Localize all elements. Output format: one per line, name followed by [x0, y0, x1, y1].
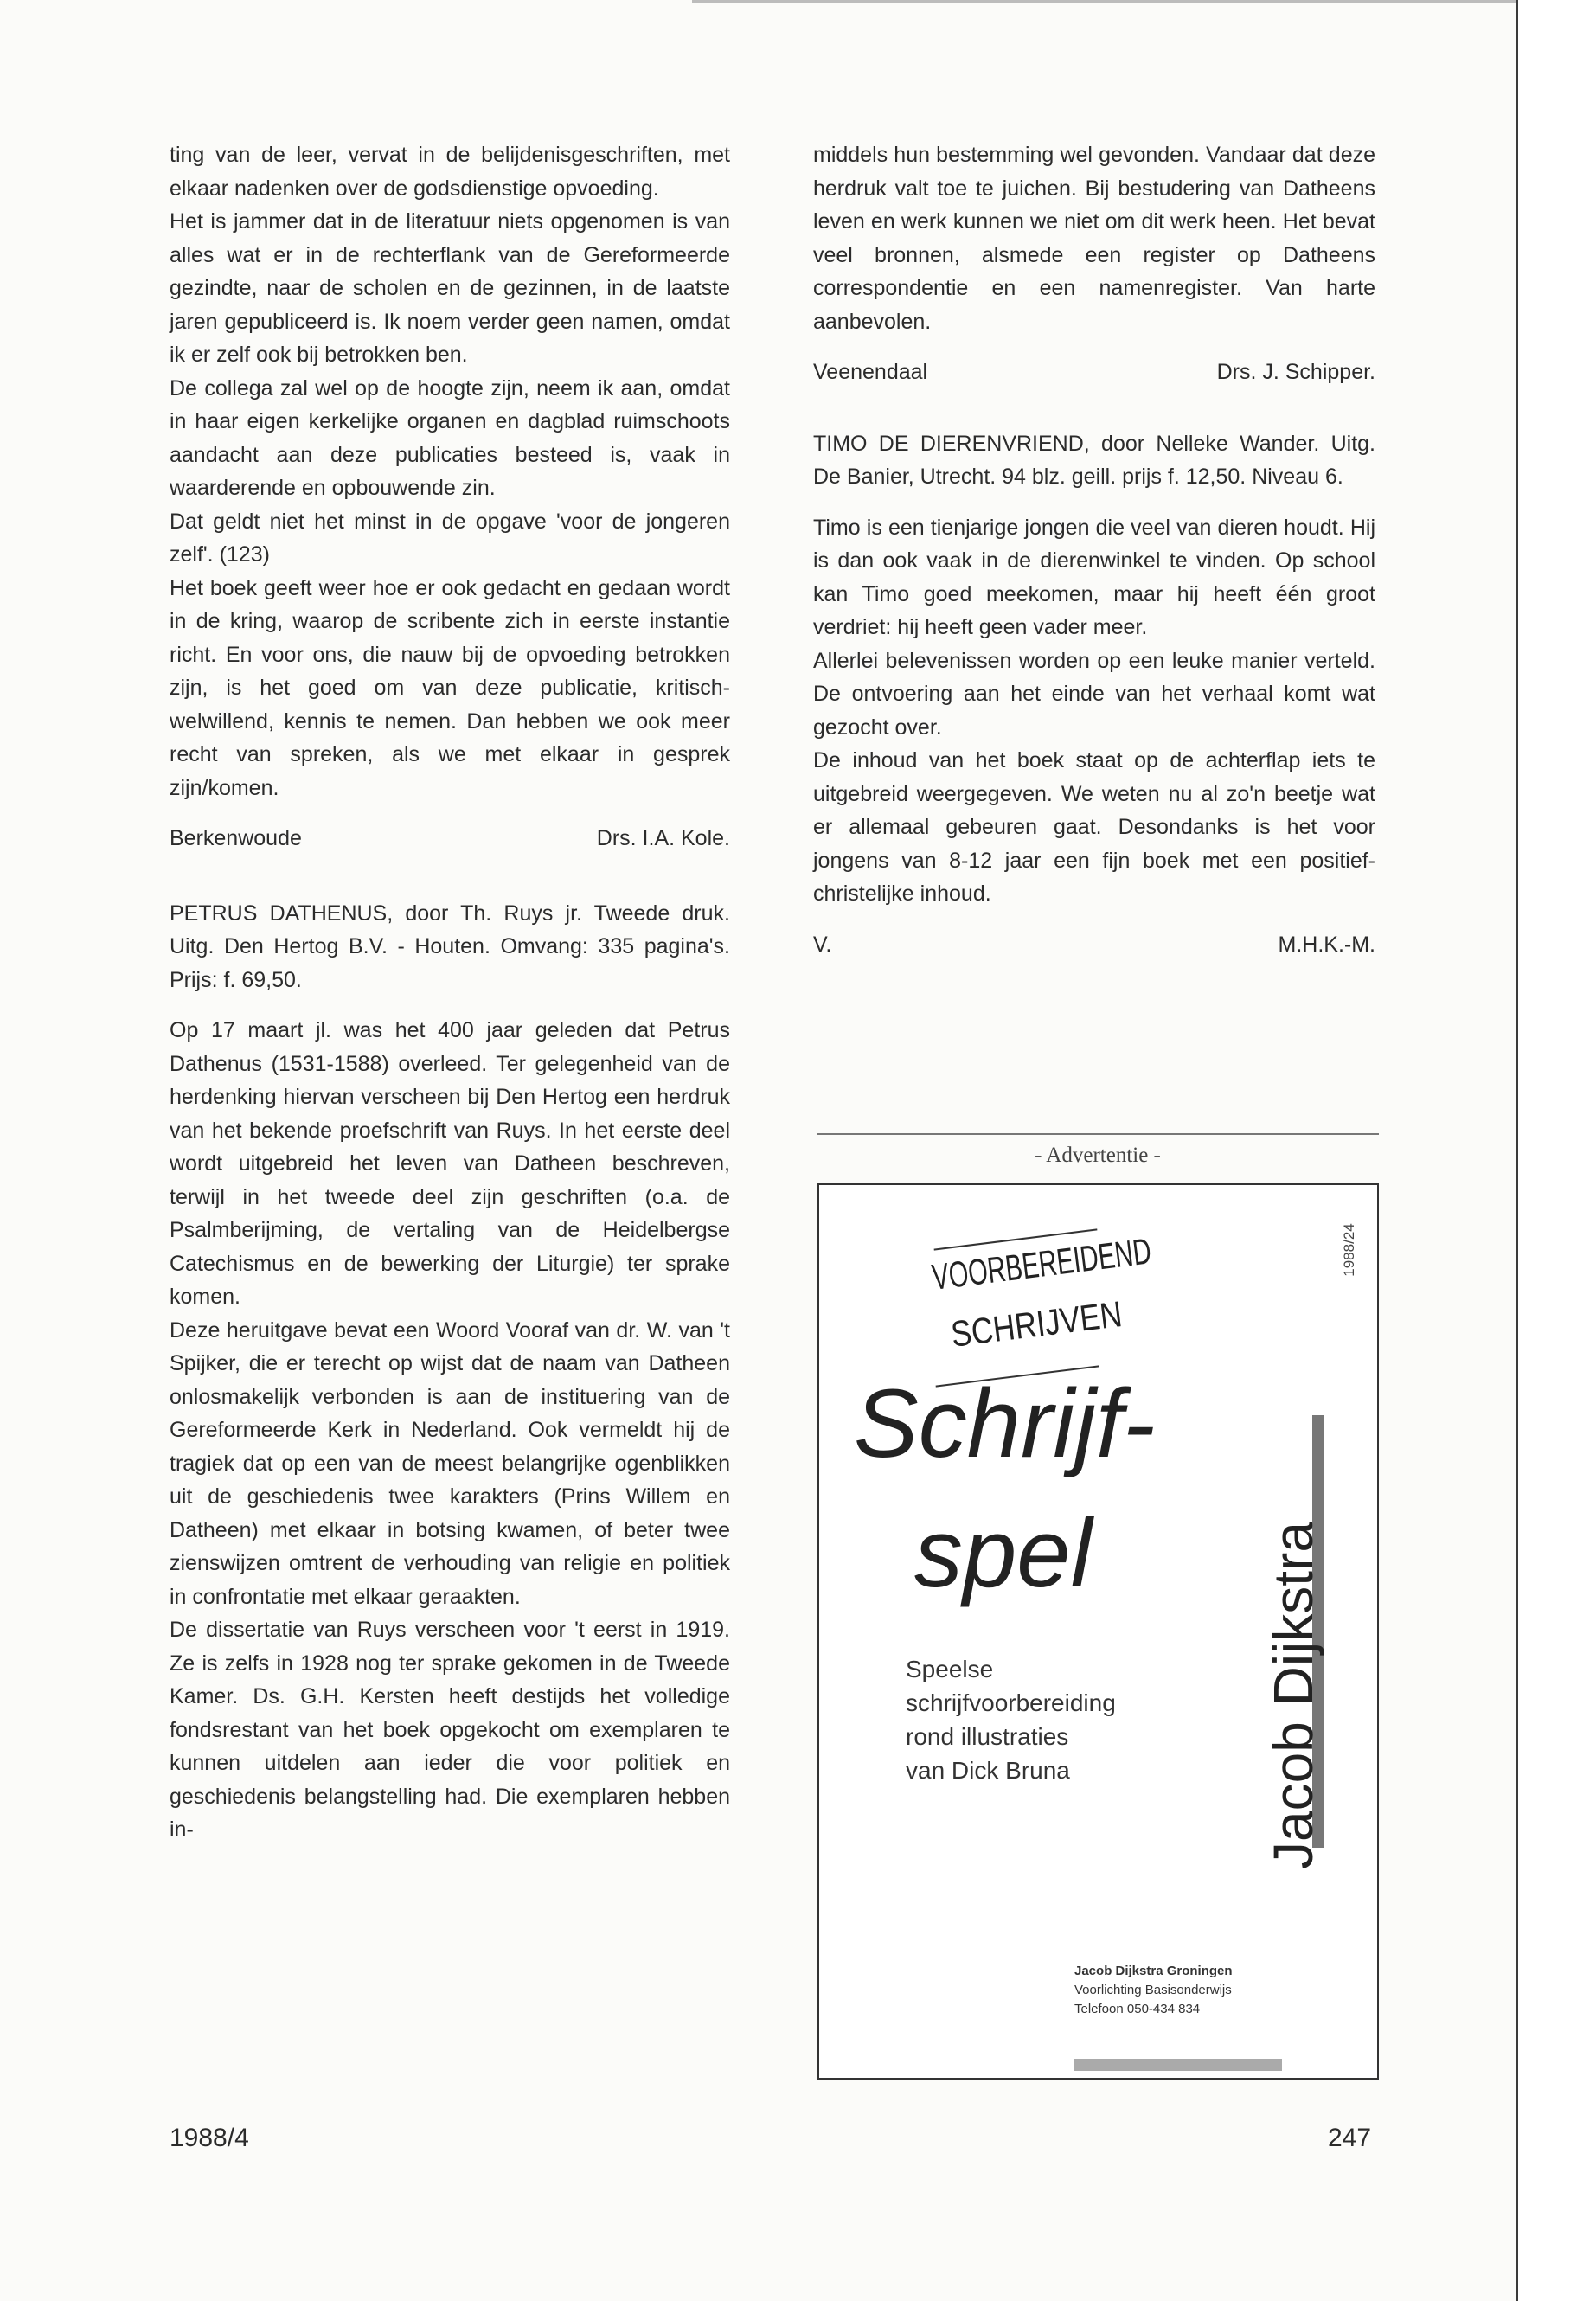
- paragraph: Het is jammer dat in de literatuur niets opgenomen is van alles wat er in de rechterflank van de Gereformeerde gezindte, naar de scholen en de gezinnen, in de laatste jaren gepubliceerd is. Ik noem verder geen namen, omdat ik er zelf ook bij betrokken ben.: [170, 209, 730, 367]
- publisher-name: Jacob Dijkstra Groningen: [1074, 1964, 1233, 1978]
- paragraph: Dat geldt niet het minst in de opgave 'voor de jongeren zelf'. (123): [170, 509, 730, 567]
- top-rule: [692, 0, 1522, 3]
- advert-subtitle: [906, 1652, 1116, 1787]
- page-edge: [1516, 0, 1596, 2301]
- advert-divider: [817, 1133, 1379, 1135]
- review-header: TIMO DE DIERENVRIEND, door Nelleke Wander. Uitg. De Banier, Utrecht. 94 blz. geill. prijs f. 12,50. Niveau 6.: [813, 431, 1375, 489]
- paragraph: Timo is een tienjarige jongen die veel van dieren houdt. Hij is dan ook vaak in de dierenwinkel te vinden. Op school kan Timo goed meekomen, maar hij heeft één groot verdriet: hij heeft geen vader meer.: [813, 515, 1375, 639]
- paragraph: De collega zal wel op de hoogte zijn, neem ik aan, omdat in haar eigen kerkelijke organen en dagblad ruimschoots aandacht aan deze publicaties besteed is, vaak in waarderende en opbouwende zin.: [170, 375, 730, 500]
- stamp-logo: [930, 1228, 1154, 1384]
- signature-place: Berkenwoude: [170, 826, 302, 850]
- paragraph: middels hun bestemming wel gevonden. Vandaar dat deze herdruk valt toe te juichen. Bij bestudering van Datheens leven en werk kunnen we niet om dit werk heen. Het bevat veel bronnen, alsmede een register op Datheens correspondentie en een namenregister. Van harte aanbevolen.: [813, 143, 1375, 334]
- signature-place: V.: [813, 932, 832, 957]
- signature-place: Veenendaal: [813, 360, 928, 384]
- advert-label: - Advertentie -: [1035, 1144, 1161, 1167]
- paragraph: Het boek geeft weer hoe er ook gedacht en gedaan wordt in de kring, waarop de scribente zich in eerste instantie richt. En voor ons, die nauw bij de opvoeding betrokken zijn, is het goed om van deze publicatie, kritisch-welwillend, kennis te nemen. Dan hebben we ook meer recht van spreken, als we met elkaar in gesprek zijn/komen.: [170, 575, 730, 800]
- subtitle-line: rond illustraties: [906, 1723, 1069, 1750]
- advert-band: [1074, 2059, 1282, 2071]
- advert-author: Jacob Dijkstra: [1262, 1522, 1324, 1869]
- signature-name: Drs. I.A. Kole.: [596, 826, 730, 850]
- page-number: 247: [1328, 2124, 1372, 2152]
- review-header: PETRUS DATHENUS, door Th. Ruys jr. Tweede druk. Uitg. Den Hertog B.V. - Houten. Omvang: 335 pagina's. Prijs: f. 69,50.: [170, 901, 730, 992]
- paragraph: Op 17 maart jl. was het 400 jaar geleden dat Petrus Dathenus (1531-1588) overleed. Ter gelegenheid van de herdenking hiervan verscheen bij Den Hertog een herdruk van het bekende proefschrift van Ruys. In het eerste deel wordt uitgebreid het leven van Datheen beschreven, terwijl in het tweede deel zijn geschriften (o.a. de Psalmberijming, de vertaling van de Heidelbergse Catechismus en de bewerking der Liturgie) ter sprake komen.: [170, 1018, 730, 1309]
- publisher-line: Voorlichting Basisonderwijs: [1074, 1983, 1232, 1997]
- paragraph: De dissertatie van Ruys verscheen voor 't eerst in 1919. Ze is zelfs in 1928 nog ter sprake gekomen in de Tweede Kamer. Ds. G.H. Kersten heeft destijds het volledige fondsrestant van het boek opgekocht om exemplaren te kunnen uitdelen aan ieder die voor politiek en geschiedenis belangstelling had. Die exemplaren hebben in-: [170, 1618, 730, 1842]
- issue-number: 1988/4: [170, 2124, 249, 2152]
- left-column: [170, 138, 730, 1847]
- signature-name: Drs. J. Schipper.: [1216, 360, 1375, 384]
- stamp-text: SCHRIJVEN: [949, 1293, 1125, 1356]
- advert-title: Schrijf-: [854, 1369, 1156, 1477]
- paragraph: De inhoud van het boek staat op de achterflap iets te uitgebreid weergegeven. We weten nu al zo'n beetje wat er allemaal gebeuren gaat. Desondanks is het voor jongens van 8-12 jaar een fijn boek met een positief-christelijke inhoud.: [813, 748, 1375, 906]
- stamp-text: VOORBEREIDEND: [930, 1231, 1154, 1299]
- right-column: [813, 138, 1375, 961]
- advert-title: spel: [914, 1499, 1093, 1607]
- publisher-phone: Telefoon 050-434 834: [1074, 2002, 1201, 2016]
- subtitle-line: schrijfvoorbereiding: [906, 1689, 1116, 1716]
- signature-name: M.H.K.-M.: [1278, 932, 1375, 957]
- review-signature: [813, 928, 1375, 962]
- paragraph: ting van de leer, vervat in de belijdenisgeschriften, met elkaar nadenken over de godsdienstige opvoeding.: [170, 143, 730, 201]
- advert-code: 1988/24: [1341, 1223, 1357, 1277]
- paragraph: Deze heruitgave bevat een Woord Vooraf van dr. W. van 't Spijker, die er terecht op wijst dat de naam van Datheen onlosmakelijk verbonden is aan de instituering van de Gereformeerde Kerk in Nederland. Ook vermeldt hij de tragiek dat op een van de meest belangrijke ogenblikken uit de geschiedenis twee karakters (Prins Willem en Datheen) met elkaar in botsing kwamen, of beter twee zienswijzen omtrent de verhouding van religie en politiek in confrontatie met elkaar geraakten.: [170, 1317, 730, 1609]
- paragraph: Allerlei belevenissen worden op een leuke manier verteld. De ontvoering aan het einde van het verhaal komt wat gezocht over.: [813, 648, 1375, 740]
- review-signature: [170, 822, 730, 856]
- advert-box: [817, 1183, 1379, 2080]
- subtitle-line: Speelse: [906, 1656, 994, 1682]
- review-signature: [813, 356, 1375, 389]
- publisher-info: [1074, 1962, 1233, 2019]
- subtitle-line: van Dick Bruna: [906, 1757, 1070, 1784]
